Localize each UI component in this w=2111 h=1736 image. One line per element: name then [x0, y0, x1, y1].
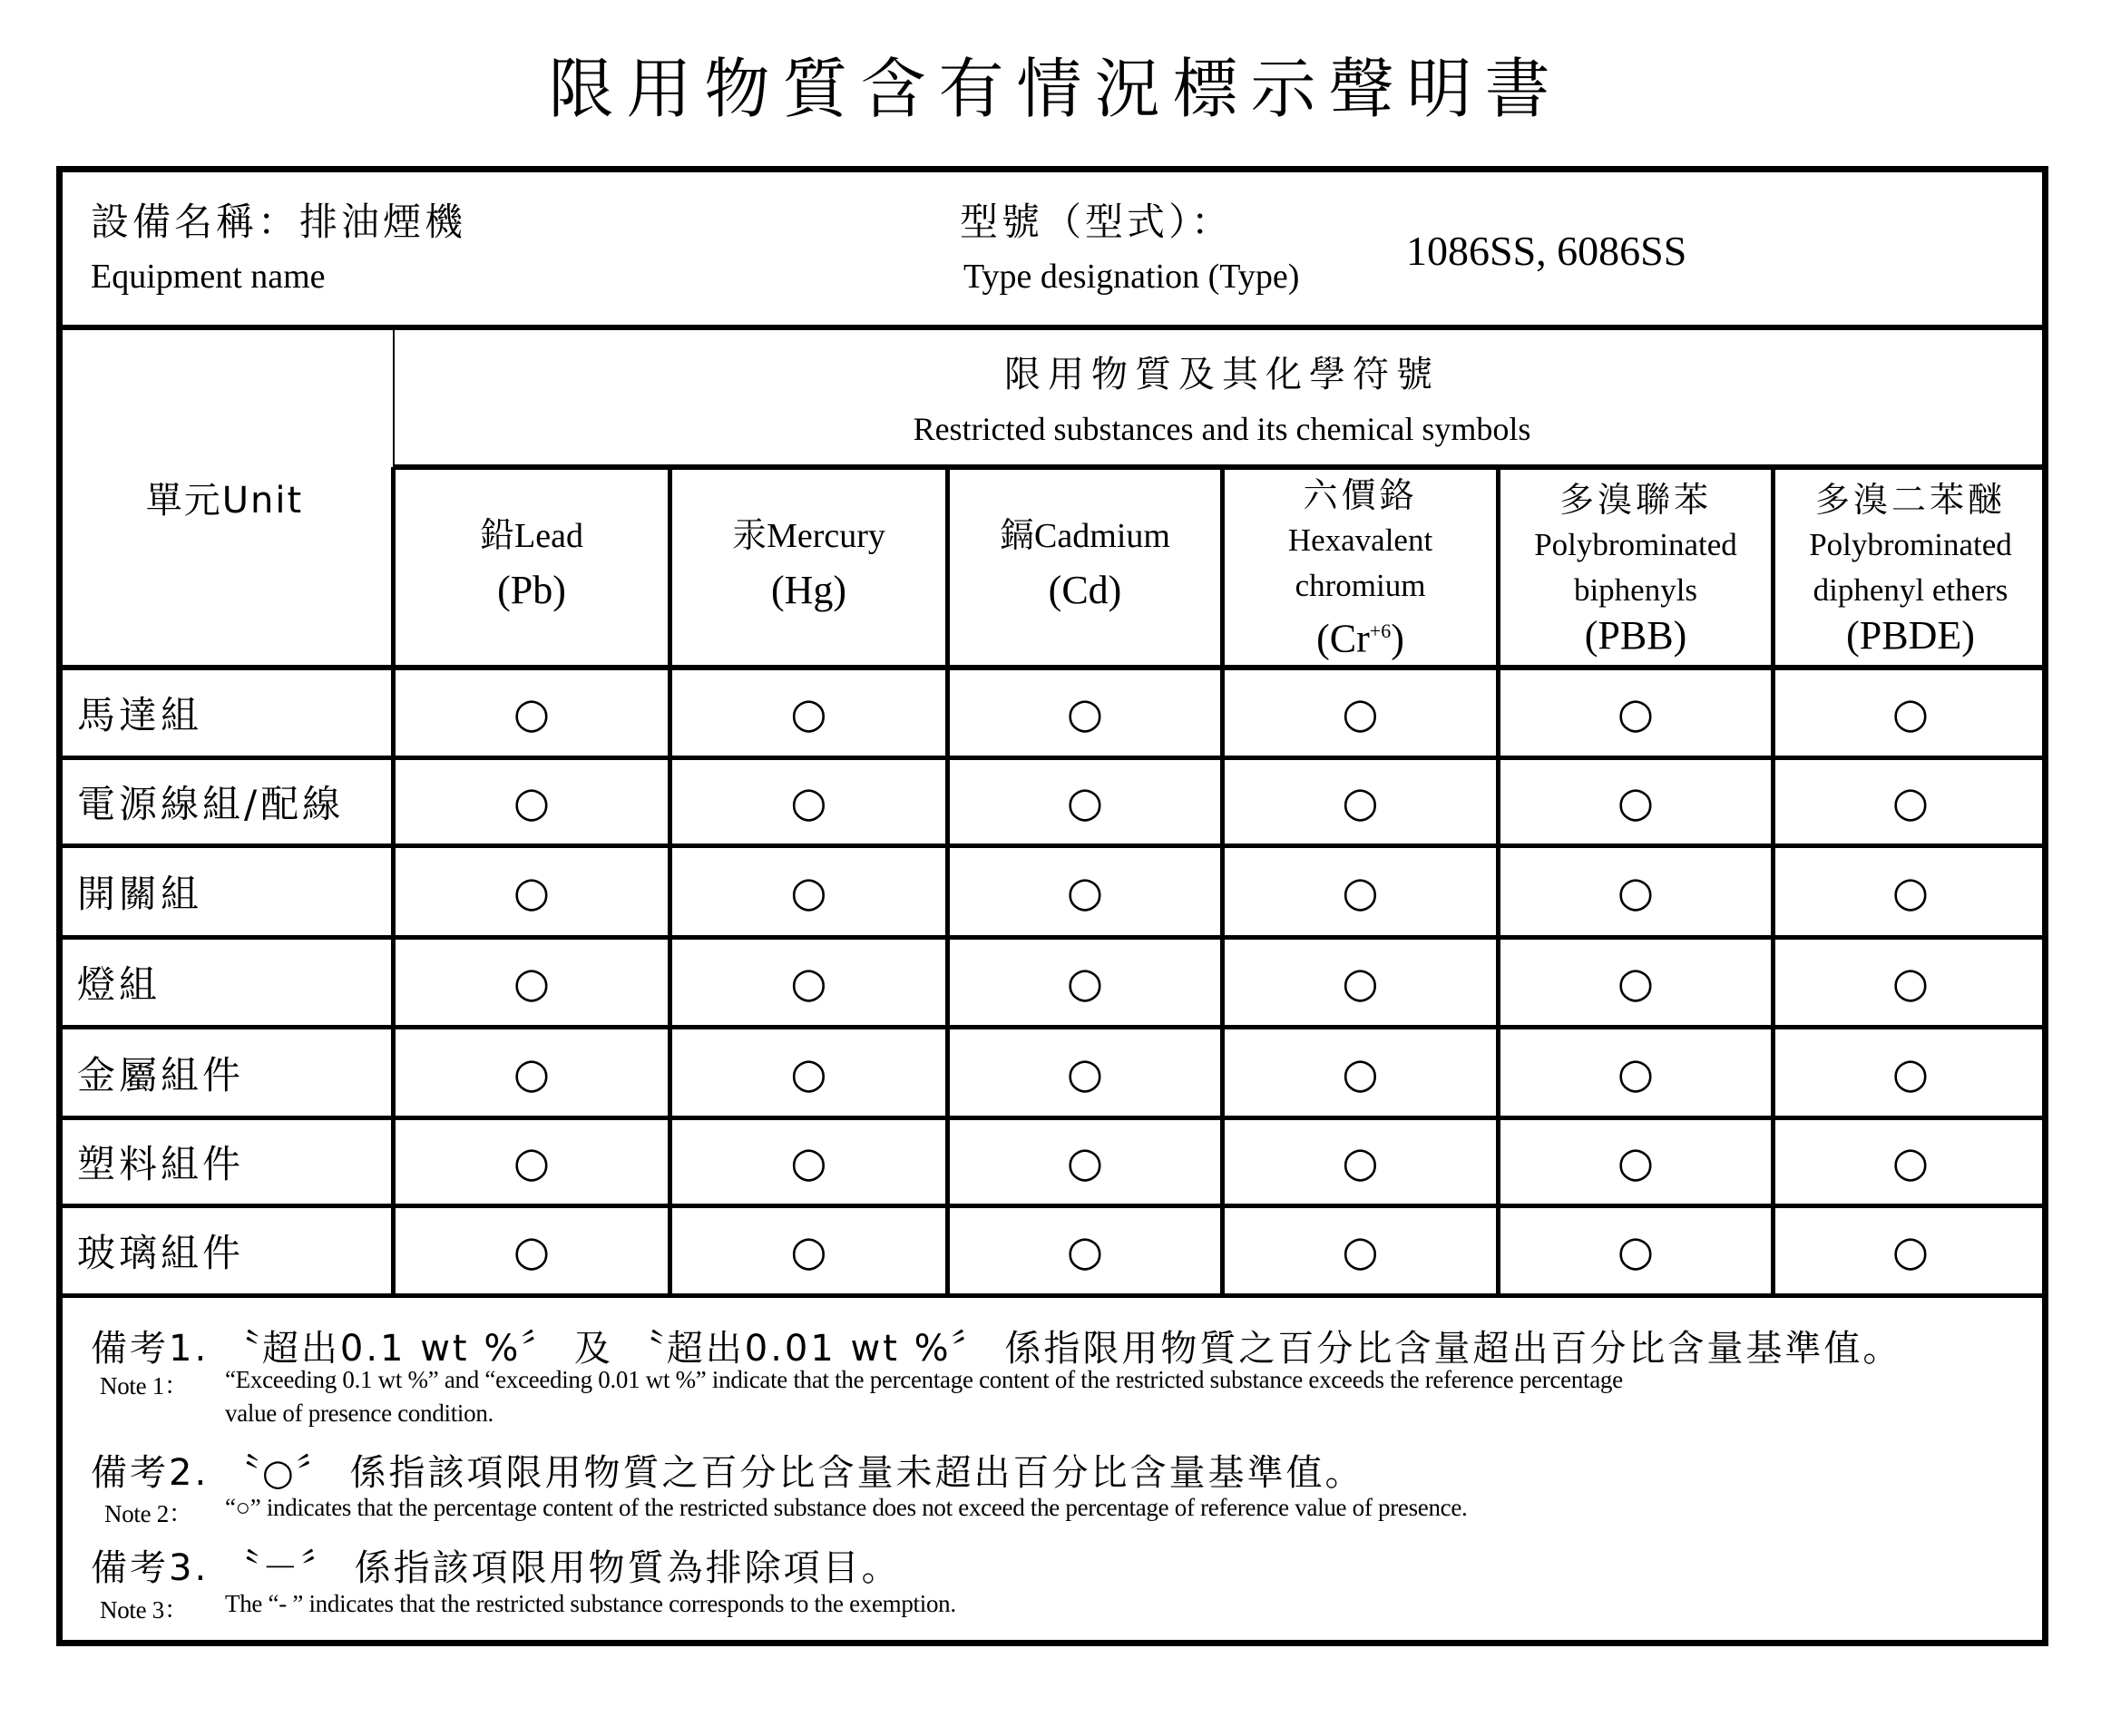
- substance-status-cell: [1500, 848, 1771, 935]
- unit-name: 燈組: [77, 962, 161, 1007]
- circle-mark-icon: ○: [1342, 688, 1379, 737]
- circle-mark-icon: ○: [1891, 1048, 1930, 1097]
- equipment-label-cn: 設備名稱：排油煙機: [91, 200, 467, 244]
- substance-status-cell: [672, 940, 945, 1025]
- circle-mark-icon: ○: [1066, 1137, 1104, 1186]
- circle-mark-icon: ○: [513, 688, 551, 737]
- substance-name: biphenyls: [1573, 571, 1698, 608]
- chemical-symbol: [771, 559, 846, 622]
- circle-mark-icon: ○: [513, 1226, 551, 1275]
- substance-status-cell: [1500, 670, 1771, 756]
- circle-mark-icon: ○: [1066, 688, 1104, 737]
- circle-mark-icon: ○: [1891, 688, 1930, 737]
- substance-column-header: [396, 470, 668, 665]
- substance-status-cell: [1775, 940, 2046, 1025]
- circle-mark-icon: ○: [1617, 1226, 1655, 1275]
- circle-mark-icon: ○: [1066, 867, 1104, 916]
- substance-status-cell: [672, 1120, 945, 1204]
- circle-mark-icon: ○: [1617, 1137, 1655, 1186]
- circle-mark-icon: ○: [1617, 1048, 1655, 1097]
- substance-status-cell: [672, 670, 945, 756]
- substance-name: Polybrominated: [1534, 526, 1737, 562]
- circle-mark-icon: ○: [790, 1226, 827, 1275]
- chemical-symbol: [1049, 559, 1122, 622]
- substance-status-cell: [950, 760, 1220, 844]
- substance-status-cell: [1500, 940, 1771, 1025]
- note-1-en-label: Note 1：: [100, 1372, 189, 1400]
- circle-mark-icon: ○: [790, 1137, 827, 1186]
- substance-status-cell: [1775, 670, 2046, 756]
- substance-status-cell: [672, 848, 945, 935]
- chemical-symbol: [1316, 609, 1404, 662]
- substance-status-cell: [1500, 1029, 1771, 1116]
- substance-name: Hexavalent: [1287, 522, 1433, 559]
- circle-mark-icon: ○: [790, 867, 827, 916]
- circle-mark-icon: ○: [1891, 867, 1930, 916]
- substance-status-cell: [1775, 1208, 2046, 1293]
- divider: [393, 328, 395, 469]
- substance-status-cell: [950, 670, 1220, 756]
- substance-name: diphenyl ethers: [1813, 571, 2008, 608]
- substance-column-header: [1775, 470, 2046, 665]
- substance-status-cell: [1500, 1208, 1771, 1293]
- unit-name: 電源線組/配線: [77, 782, 345, 826]
- circle-mark-icon: ○: [513, 1048, 551, 1097]
- circle-mark-icon: ○: [1617, 958, 1655, 1007]
- substance-status-cell: [950, 940, 1220, 1025]
- chemical-symbol-superscript: +6: [1369, 619, 1392, 643]
- note-3-cn: 備考3. 〝－〞 係指該項限用物質為排除項目。: [91, 1547, 901, 1589]
- substance-status-cell: [396, 1208, 668, 1293]
- substance-status-cell: [396, 1029, 668, 1116]
- substance-status-cell: [1225, 848, 1496, 935]
- unit-name: 開關組: [77, 872, 203, 916]
- circle-mark-icon: ○: [1617, 867, 1655, 916]
- circle-mark-icon: ○: [1342, 777, 1379, 826]
- note-1-cn: 備考1. 〝超出0.1 wt %〞 及 〝超出0.01 wt %〞 係指限用物質之百分比含量超出百分比含量基準值。: [91, 1328, 1902, 1370]
- substance-status-cell: [1775, 760, 2046, 844]
- substance-status-cell: [950, 1029, 1220, 1116]
- chemical-symbol: [497, 559, 566, 622]
- circle-mark-icon: ○: [513, 777, 551, 826]
- substances-header-en: Restricted substances and its chemical symbols: [913, 410, 1531, 447]
- chemical-symbol-text: (Cr: [1316, 616, 1370, 661]
- note-2-en: “○” indicates that the percentage content of the restricted substance does not exceed the percentage of reference value of presence.: [225, 1494, 1468, 1521]
- substance-name: 多溴聯苯: [1559, 479, 1712, 520]
- type-value: 1086SS, 6086SS: [1406, 228, 1687, 274]
- note-1-en-cont: value of presence condition.: [225, 1400, 494, 1427]
- substances-header-cn: 限用物質及其化學符號: [1004, 353, 1440, 395]
- circle-mark-icon: ○: [1066, 958, 1104, 1007]
- equipment-label-en: Equipment name: [91, 258, 326, 296]
- chemical-symbol: [1846, 613, 1975, 658]
- circle-mark-icon: ○: [790, 777, 827, 826]
- chemical-symbol-text: (Pb): [497, 567, 566, 612]
- substance-status-cell: [1775, 848, 2046, 935]
- type-label-cn: 型號（型式）：: [960, 200, 1234, 244]
- circle-mark-icon: ○: [1342, 958, 1379, 1007]
- unit-name: 塑料組件: [77, 1142, 245, 1186]
- note-3-en-label: Note 3：: [100, 1596, 189, 1624]
- unit-name: 金屬組件: [77, 1052, 245, 1097]
- substance-status-cell: [672, 760, 945, 844]
- substance-column-header: [1500, 470, 1771, 665]
- substance-status-cell: [950, 848, 1220, 935]
- substance-status-cell: [396, 670, 668, 756]
- circle-mark-icon: ○: [1066, 777, 1104, 826]
- document-title: 限用物質含有情況標示聲明書: [548, 51, 1563, 127]
- circle-mark-icon: ○: [513, 867, 551, 916]
- substance-status-cell: [1225, 1029, 1496, 1116]
- circle-mark-icon: ○: [1342, 867, 1379, 916]
- chemical-symbol-text: (PBDE): [1846, 612, 1975, 658]
- circle-mark-icon: ○: [1066, 1226, 1104, 1275]
- circle-mark-icon: ○: [1891, 1137, 1930, 1186]
- substance-status-cell: [672, 1208, 945, 1293]
- substance-name: 六價鉻: [1303, 475, 1418, 516]
- substance-status-cell: [950, 1120, 1220, 1204]
- substance-column-header: [672, 470, 945, 665]
- substance-status-cell: [1225, 670, 1496, 756]
- substance-column-header: [1225, 470, 1496, 665]
- chemical-symbol-text: (PBB): [1584, 612, 1687, 658]
- chemical-symbol-text: (Cd): [1048, 567, 1122, 612]
- substance-status-cell: [396, 1120, 668, 1204]
- circle-mark-icon: ○: [1617, 688, 1655, 737]
- substance-name: Polybrominated: [1809, 526, 2012, 562]
- circle-mark-icon: ○: [1891, 958, 1930, 1007]
- substance-status-cell: [1775, 1029, 2046, 1116]
- substance-name: chromium: [1295, 568, 1426, 604]
- substance-status-cell: [396, 940, 668, 1025]
- circle-mark-icon: ○: [513, 958, 551, 1007]
- substance-status-cell: [1225, 1120, 1496, 1204]
- substance-name: 鎘Cadmium: [1000, 516, 1170, 555]
- substance-status-cell: [950, 1208, 1220, 1293]
- substance-name: 多溴二苯醚: [1814, 479, 2006, 520]
- circle-mark-icon: ○: [1617, 777, 1655, 826]
- circle-mark-icon: ○: [790, 688, 827, 737]
- circle-mark-icon: ○: [1066, 1048, 1104, 1097]
- substance-status-cell: [396, 760, 668, 844]
- substance-status-cell: [396, 848, 668, 935]
- unit-header-label: 單元Unit: [145, 480, 304, 522]
- substance-name: 汞Mercury: [732, 516, 885, 555]
- circle-mark-icon: ○: [513, 1137, 551, 1186]
- substance-status-cell: [672, 1029, 945, 1116]
- chemical-symbol: [1585, 613, 1686, 658]
- substance-name: 鉛Lead: [480, 516, 583, 555]
- circle-mark-icon: ○: [1342, 1137, 1379, 1186]
- substance-status-cell: [1225, 940, 1496, 1025]
- circle-mark-icon: ○: [1891, 777, 1930, 826]
- circle-mark-icon: ○: [1342, 1048, 1379, 1097]
- unit-name: 玻璃組件: [77, 1231, 245, 1275]
- substance-status-cell: [1225, 760, 1496, 844]
- substance-column-header: [950, 470, 1220, 665]
- unit-name: 馬達組: [77, 693, 203, 737]
- circle-mark-icon: ○: [1342, 1226, 1379, 1275]
- circle-mark-icon: ○: [790, 958, 827, 1007]
- type-label-en: Type designation (Type): [963, 258, 1300, 296]
- divider: [56, 1293, 2048, 1298]
- unit-header: [56, 328, 393, 667]
- substance-status-cell: [1225, 1208, 1496, 1293]
- note-2-cn: 備考2. 〝○〞 係指該項限用物質之百分比含量未超出百分比含量基準值。: [91, 1452, 1364, 1494]
- circle-mark-icon: ○: [1891, 1226, 1930, 1275]
- chemical-symbol-close: ): [1391, 616, 1404, 661]
- note-1-en: “Exceeding 0.1 wt %” and “exceeding 0.01 wt %” indicate that the percentage content of the restricted substance exceeds the reference percentage: [225, 1366, 1623, 1393]
- substance-status-cell: [1500, 1120, 1771, 1204]
- note-2-en-label: Note 2：: [104, 1500, 193, 1527]
- substances-header: [396, 328, 2048, 464]
- chemical-symbol-text: (Hg): [770, 567, 847, 612]
- substance-status-cell: [1500, 760, 1771, 844]
- circle-mark-icon: ○: [790, 1048, 827, 1097]
- note-3-en: The “- ” indicates that the restricted substance corresponds to the exemption.: [225, 1590, 956, 1617]
- substance-status-cell: [1775, 1120, 2046, 1204]
